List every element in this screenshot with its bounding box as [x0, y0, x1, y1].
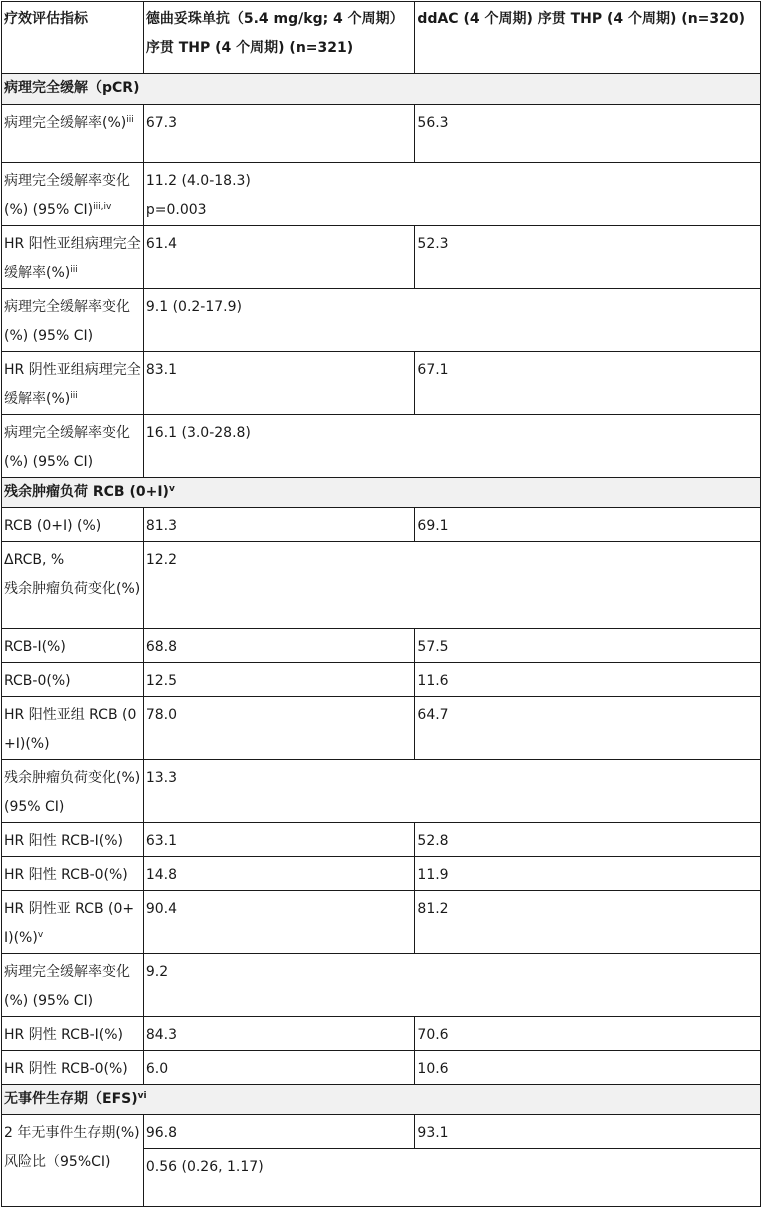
section-row	[2, 74, 761, 105]
cell-value-arm2: 64.7	[415, 697, 761, 760]
p-value: p=0.003	[145, 202, 207, 218]
table-row	[2, 289, 761, 352]
header-ddac-arm: ddAC (4 个周期) 序贯 THP (4 个周期) (n=320)	[415, 2, 761, 74]
cell-value-arm2: 52.3	[415, 226, 761, 289]
section-row	[2, 1085, 761, 1115]
header-dato-arm: 德曲妥珠单抗（5.4 mg/kg; 4 个周期）序贯 THP (4 个周期) (n=321)	[143, 2, 415, 74]
cell-value-arm2: 10.6	[415, 1051, 761, 1085]
cell-value-arm2: 93.1	[415, 1115, 761, 1149]
table-row	[2, 891, 761, 954]
row-label: 残余肿瘤负荷变化(%) (95% CI)	[2, 760, 144, 823]
cell-value-arm1: 90.4	[143, 891, 415, 954]
table-row	[2, 1017, 761, 1051]
header-indicator: 疗效评估指标	[2, 2, 144, 74]
row-label: 病理完全缓解率(%)$^{iii}$	[2, 105, 144, 163]
cell-value-arm1: 83.1	[143, 352, 415, 415]
cell-value-arm1: 78.0	[143, 697, 415, 760]
row-label: HR 阴性 RCB-I(%)	[2, 1017, 144, 1051]
row-label: 病理完全缓解率变化(%) (95% CI)	[2, 415, 144, 478]
section-title-pcr: 病理完全缓解（pCR)	[2, 74, 761, 105]
row-label: RCB (0+I) (%)	[2, 508, 144, 542]
table-row	[2, 352, 761, 415]
table-row	[2, 663, 761, 697]
row-label: HR 阳性亚组病理完全缓解率(%)$^{iii}$	[2, 226, 144, 289]
cell-value-merged: 12.2	[143, 542, 760, 629]
cell-value-merged: 9.1 (0.2-17.9)	[143, 289, 760, 352]
row-label: HR 阴性 RCB-0(%)	[2, 1051, 144, 1085]
section-row	[2, 478, 761, 508]
table-row	[2, 760, 761, 823]
cell-value-arm1: 96.8	[143, 1115, 415, 1149]
cell-value-arm1: 12.5	[143, 663, 415, 697]
cell-value-arm1: 81.3	[143, 508, 415, 542]
table-row	[2, 508, 761, 542]
cell-value-arm1: 6.0	[143, 1051, 415, 1085]
cell-value-arm1: 68.8	[143, 629, 415, 663]
cell-value-arm2: 67.1	[415, 352, 761, 415]
cell-value-merged: 11.2 (4.0-18.3) p=0.003	[143, 163, 760, 226]
cell-value-arm2: 70.6	[415, 1017, 761, 1051]
efficacy-table	[1, 1, 761, 1207]
row-label: HR 阳性 RCB-I(%)	[2, 823, 144, 857]
cell-value-arm1: 84.3	[143, 1017, 415, 1051]
table-header-row	[2, 2, 761, 74]
cell-value-arm2: 52.8	[415, 823, 761, 857]
cell-value-arm1: 67.3	[143, 105, 415, 163]
cell-value-arm2: 11.9	[415, 857, 761, 891]
row-label: 病理完全缓解率变化(%) (95% CI)	[2, 954, 144, 1017]
row-label: HR 阴性亚 RCB (0+I)(%)$^v$	[2, 891, 144, 954]
table-row	[2, 954, 761, 1017]
cell-value-arm2: 69.1	[415, 508, 761, 542]
cell-value-arm2: 57.5	[415, 629, 761, 663]
cell-value-arm2: 81.2	[415, 891, 761, 954]
table-row	[2, 1051, 761, 1085]
table-row	[2, 629, 761, 663]
table-row	[2, 823, 761, 857]
row-label: RCB-0(%)	[2, 663, 144, 697]
row-label: RCB-I(%)	[2, 629, 144, 663]
table-row	[2, 1115, 761, 1149]
row-label: 病理完全缓解率变化(%) (95% CI)$^{iii,iv}$	[2, 163, 144, 226]
row-label: HR 阴性亚组病理完全缓解率(%)$^{iii}$	[2, 352, 144, 415]
cell-value-merged: 16.1 (3.0-28.8)	[143, 415, 760, 478]
cell-value-arm2: 11.6	[415, 663, 761, 697]
table-row	[2, 105, 761, 163]
cell-value-arm1: 14.8	[143, 857, 415, 891]
section-title-efs: 无事件生存期（EFS)$^{vi}$	[2, 1085, 761, 1115]
cell-value-merged: 13.3	[143, 760, 760, 823]
cell-value-arm2: 56.3	[415, 105, 761, 163]
cell-value-merged: 0.56 (0.26, 1.17)	[143, 1149, 760, 1207]
section-title-rcb: 残余肿瘤负荷 RCB $(0+I)^v$	[2, 478, 761, 508]
row-label: 2 年无事件生存期(%) 风险比（95%CI)	[2, 1115, 144, 1207]
row-label: ΔRCB, % 残余肿瘤负荷变化(%)	[2, 542, 144, 629]
table-row	[2, 163, 761, 226]
table-row	[2, 542, 761, 629]
row-label: HR 阳性亚组 RCB (0+I)(%)	[2, 697, 144, 760]
cell-value-arm1: 63.1	[143, 823, 415, 857]
table-row	[2, 697, 761, 760]
table-row	[2, 415, 761, 478]
row-label: HR 阳性 RCB-0(%)	[2, 857, 144, 891]
row-label: 病理完全缓解率变化(%) (95% CI)	[2, 289, 144, 352]
cell-value-arm1: 61.4	[143, 226, 415, 289]
cell-value-merged: 9.2	[143, 954, 760, 1017]
table-row	[2, 857, 761, 891]
table-row	[2, 226, 761, 289]
